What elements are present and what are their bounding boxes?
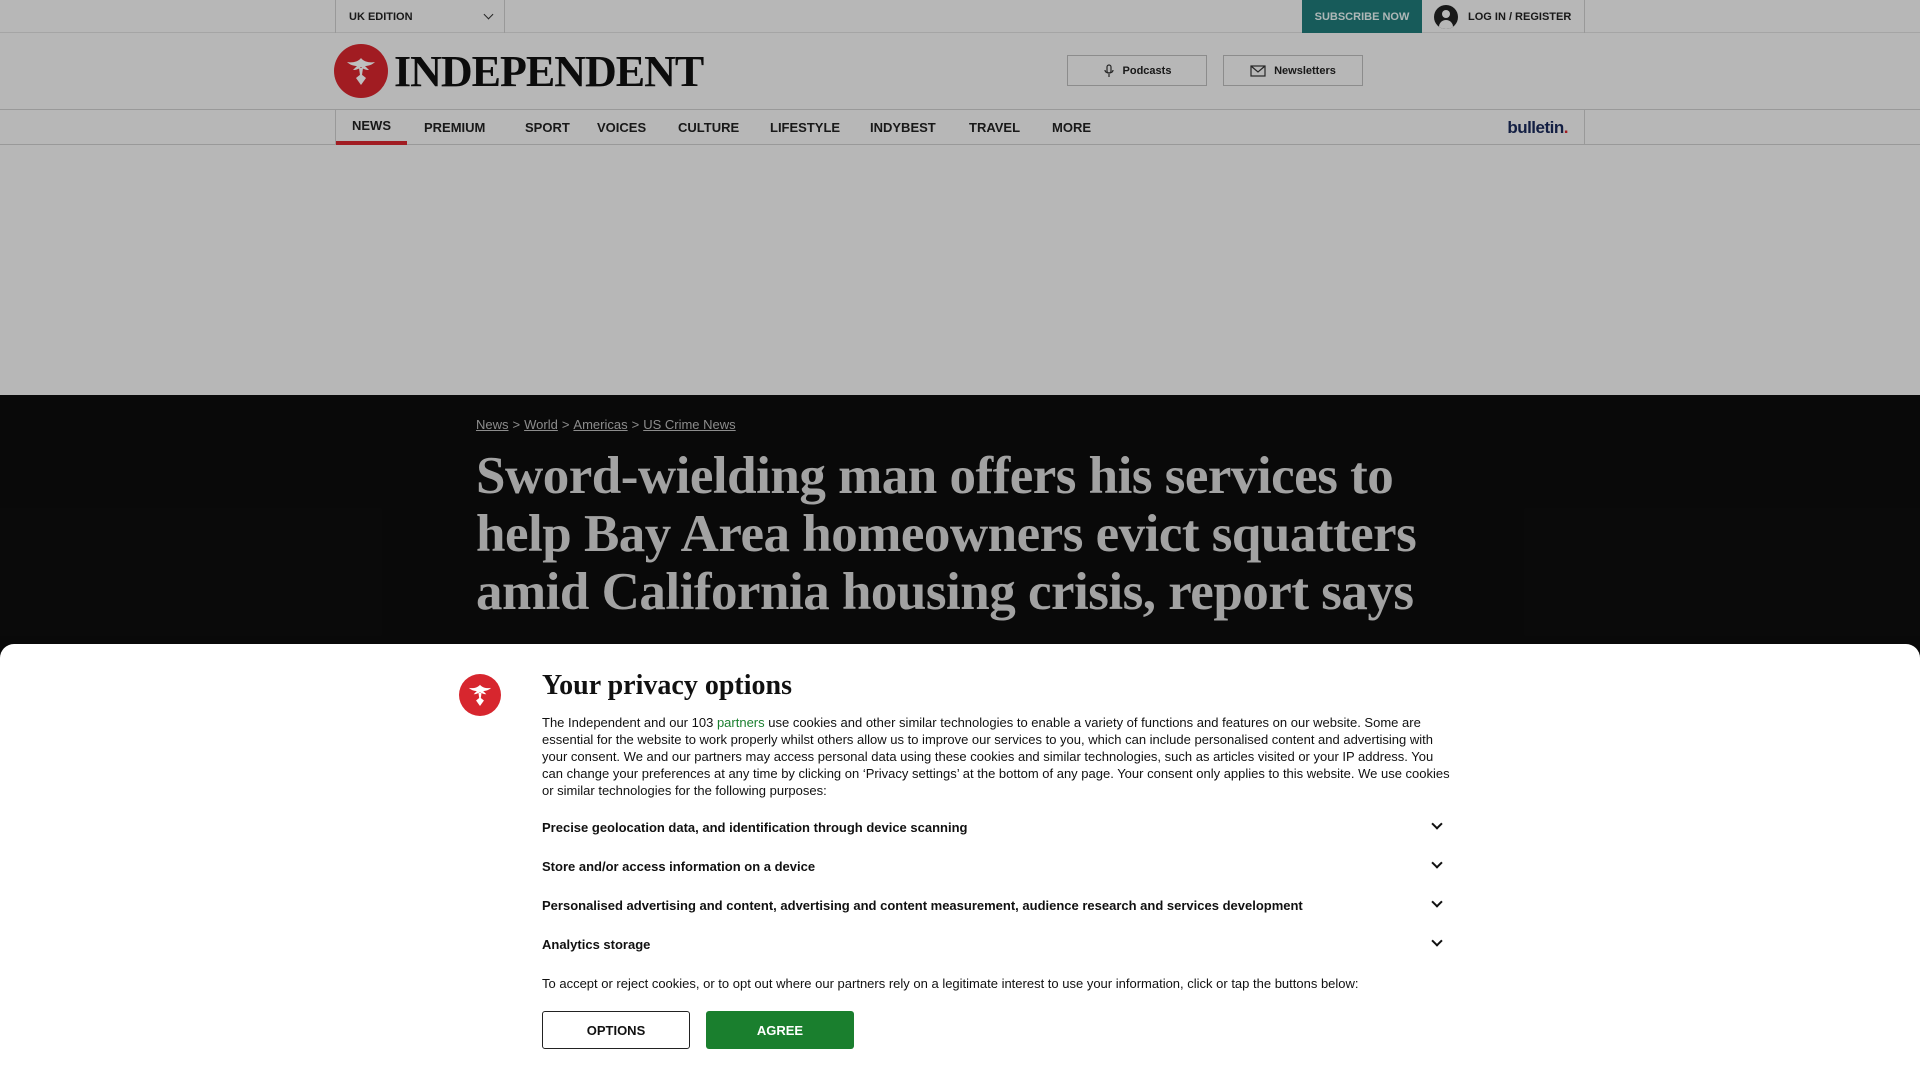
breadcrumb xyxy=(476,417,736,432)
nav-item-indybest[interactable]: INDYBEST xyxy=(870,120,936,135)
purpose-label: Store and/or access information on a device xyxy=(542,858,816,874)
nav-item-voices[interactable]: VOICES xyxy=(597,120,647,135)
nav-item-travel[interactable]: TRAVEL xyxy=(969,120,1021,135)
chevron-down-icon xyxy=(484,10,494,20)
privacy-modal-title: Your privacy options xyxy=(542,670,792,701)
ad-slot xyxy=(0,145,1920,395)
edition-label: UK EDITION xyxy=(349,10,413,23)
purpose-label: Analytics storage xyxy=(542,936,651,952)
breadcrumb-separator: > xyxy=(631,417,640,432)
purpose-label: Personalised advertising and content, advertising and content measurement, audience research and services development xyxy=(542,897,1303,913)
consent-instructions: To accept or reject cookies, or to opt out where our partners rely on a legitimate interest to use your information, click or tap the buttons below: xyxy=(542,976,1359,991)
bulletin-label: bulletin xyxy=(1507,118,1564,137)
chevron-down-icon[interactable] xyxy=(1431,896,1442,907)
breadcrumb-world[interactable]: World xyxy=(524,417,558,432)
nav-container xyxy=(335,110,1585,145)
purpose-analytics-storage[interactable] xyxy=(542,934,1447,954)
top-utility-bar xyxy=(0,0,1920,33)
newsletter-icon xyxy=(1250,64,1266,78)
partners-link[interactable]: partners xyxy=(716,715,765,730)
nav-item-more[interactable]: MORE xyxy=(1052,120,1091,135)
podcasts-label: Podcasts xyxy=(1122,64,1172,77)
nav-item-sport[interactable]: SPORT xyxy=(525,120,570,135)
chevron-down-icon[interactable] xyxy=(1431,857,1442,868)
main-navigation xyxy=(0,109,1920,145)
login-label: LOG IN / REGISTER xyxy=(1468,10,1572,23)
site-logo[interactable] xyxy=(334,44,703,98)
breadcrumb-separator: > xyxy=(512,417,521,432)
bulletin-logo[interactable] xyxy=(1507,118,1568,138)
edition-selector[interactable] xyxy=(335,0,505,33)
chevron-down-icon[interactable] xyxy=(1431,935,1442,946)
logo-wordmark: INDEPENDENT xyxy=(394,46,704,96)
nav-item-premium[interactable]: PREMIUM xyxy=(424,120,486,135)
nav-item-news[interactable]: NEWS xyxy=(336,110,407,145)
privacy-modal xyxy=(0,644,1920,1080)
chevron-down-icon[interactable] xyxy=(1431,818,1442,829)
user-avatar-icon xyxy=(1434,5,1458,29)
purpose-label: Precise geolocation data, and identification through device scanning xyxy=(542,819,968,835)
newsletters-button[interactable] xyxy=(1223,55,1363,86)
nav-item-lifestyle[interactable]: LIFESTYLE xyxy=(770,120,841,135)
agree-button[interactable]: AGREE xyxy=(706,1011,854,1049)
masthead xyxy=(0,33,1920,109)
eagle-icon xyxy=(459,674,501,716)
breadcrumb-separator: > xyxy=(561,417,570,432)
purpose-geolocation[interactable] xyxy=(542,817,1447,837)
breadcrumb-news[interactable]: News xyxy=(476,417,509,432)
podcasts-button[interactable] xyxy=(1067,55,1207,86)
privacy-text-before: The Independent and our 103 xyxy=(542,715,717,730)
subscribe-button[interactable]: SUBSCRIBE NOW xyxy=(1302,0,1422,33)
microphone-icon xyxy=(1103,64,1115,78)
privacy-text-after: use cookies and other similar technologies to enable a variety of functions and features on our website. Some are essential for the website to work properly whilst others allow us to improve our services to you, which can include personalised content and advertising with your consent. We and our partners may access personal data using these cookies and similar technologies, such as articles visited or your IP address. You can change your preferences at any time by clicking on ‘Privacy settings’ at the bottom of any page. Your consent only applies to this website. We use cookies or similar technologies for the following purposes: xyxy=(542,715,1450,798)
eagle-icon xyxy=(334,44,388,98)
breadcrumb-us-crime-news[interactable]: US Crime News xyxy=(643,417,736,432)
nav-item-culture[interactable]: CULTURE xyxy=(678,120,740,135)
privacy-description xyxy=(542,714,1457,799)
breadcrumb-americas[interactable]: Americas xyxy=(573,417,628,432)
newsletters-label: Newsletters xyxy=(1274,64,1336,77)
bulletin-dot: . xyxy=(1563,118,1568,137)
purpose-personalised-advertising[interactable] xyxy=(542,895,1447,915)
article-headline: Sword-wielding man offers his services to help Bay Area homeowners evict squatters amid California housing crisis, report says xyxy=(476,447,1417,621)
options-button[interactable]: OPTIONS xyxy=(542,1011,690,1049)
purpose-store-access[interactable] xyxy=(542,856,1447,876)
login-register-link[interactable] xyxy=(1422,0,1585,33)
